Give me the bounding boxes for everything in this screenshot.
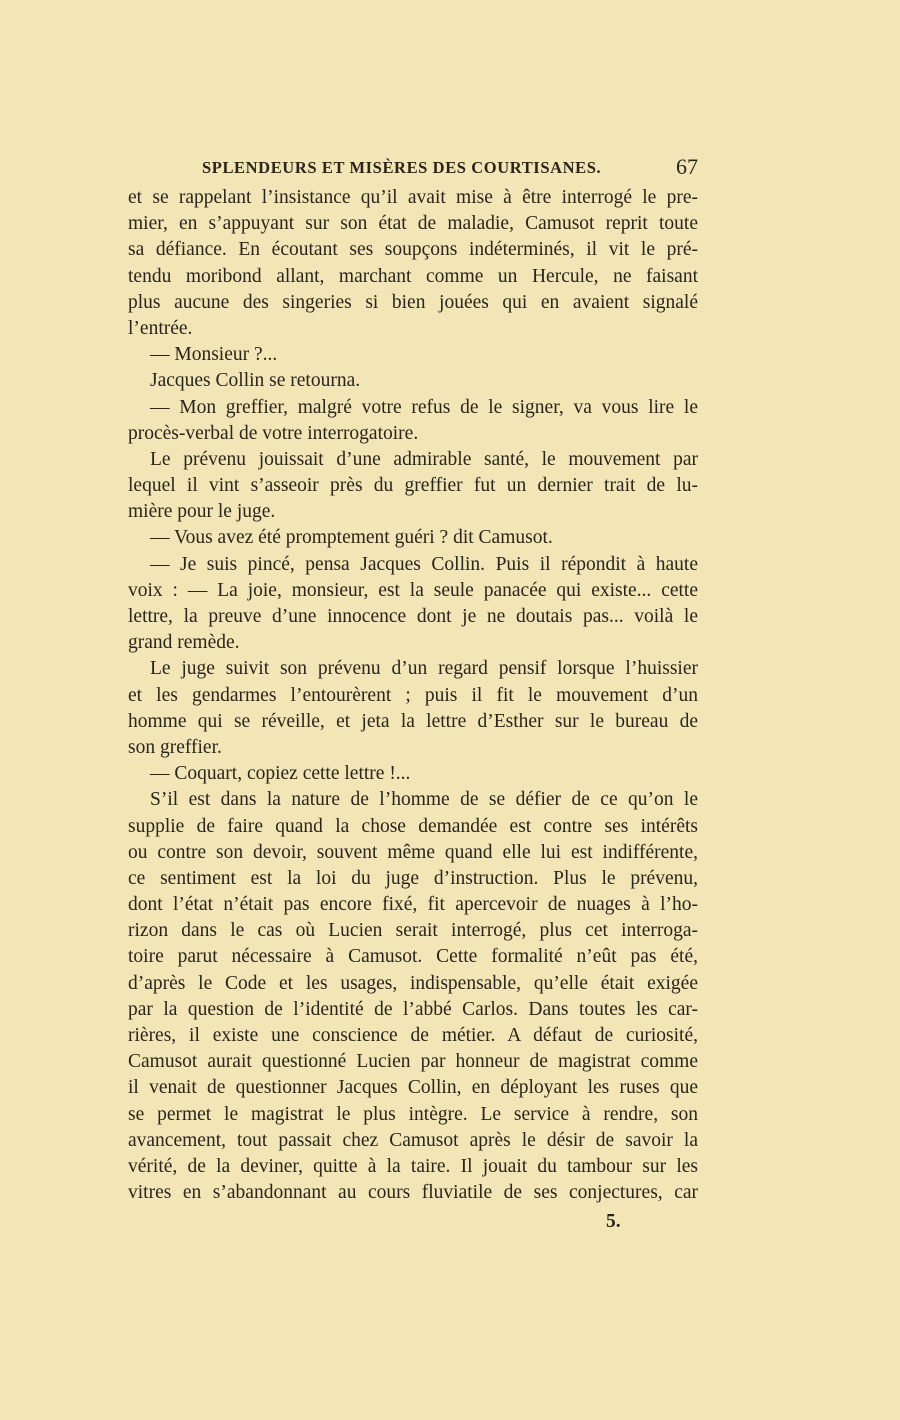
text-line: supplie de faire quand la chose demandée est contre ses intérêts (128, 815, 698, 837)
text-line: mier, en s’appuyant sur son état de maladie, Camusot reprit toute (128, 213, 698, 235)
text-line: dont l’état n’était pas encore fixé, fit apercevoir de nuages à l’ho- (128, 894, 698, 916)
text-line: — Je suis pincé, pensa Jacques Collin. Puis il répondit à haute (150, 553, 698, 575)
text-line: S’il est dans la nature de l’homme de se défier de ce qu’on le (150, 789, 698, 811)
text-line: plus aucune des singeries si bien jouées qui en avaient signalé (128, 291, 698, 313)
text-line: son greffier. (128, 736, 222, 758)
text-line: ce sentiment est la loi du juge d’instruction. Plus le prévenu, (128, 867, 698, 889)
text-line: et se rappelant l’insistance qu’il avait mise à être interrogé le pre- (128, 187, 698, 208)
running-title: SPLENDEURS ET MISÈRES DES COURTISANES. (202, 158, 602, 177)
text-line: vitres en s’abandonnant au cours fluviatile de ses conjectures, car (128, 1182, 698, 1204)
page-number: 67 (676, 154, 698, 179)
text-line: rizon dans le cas où Lucien serait interrogé, plus cet interroga- (128, 920, 698, 942)
text-line: sa défiance. En écoutant ses soupçons indéterminés, il vit le pré- (128, 239, 698, 261)
text-line: rières, il existe une conscience de métier. A défaut de curiosité, (128, 1025, 698, 1046)
text-line: il venait de questionner Jacques Collin, en déployant les ruses que (128, 1077, 698, 1099)
text-line: homme qui se réveille, et jeta la lettre d’Esther sur le bureau de (128, 710, 698, 732)
page-header (128, 154, 698, 180)
text-line: et les gendarmes l’entourèrent ; puis il fit le mouvement d’un (128, 684, 698, 706)
text-line: — Monsieur ?... (150, 344, 278, 366)
text-line: l’entrée. (128, 317, 193, 339)
text-line: Le juge suivit son prévenu d’un regard pensif lorsque l’huissier (150, 658, 698, 680)
text-line: vérité, de la deviner, quitte à la taire. Il jouait du tambour sur les (128, 1155, 698, 1177)
text-line: par la question de l’identité de l’abbé Carlos. Dans toutes les car- (128, 998, 698, 1020)
text-line: Le prévenu jouissait d’une admirable santé, le mouvement par (150, 448, 698, 470)
text-line: voix : — La joie, monsieur, est la seule panacée qui existe... cette (128, 579, 698, 601)
text-line: — Mon greffier, malgré votre refus de le signer, va vous lire le (150, 396, 698, 418)
text-line: se permet le magistrat le plus intègre. Le service à rendre, son (128, 1103, 698, 1125)
text-line: toire parut nécessaire à Camusot. Cette formalité n’eût pas été, (128, 946, 698, 968)
body-text (128, 185, 698, 1206)
text-line: Camusot aurait questionné Lucien par honneur de magistrat comme (128, 1051, 698, 1073)
text-line: grand remède. (128, 632, 240, 654)
signature-mark: 5. (606, 1211, 621, 1232)
text-line: lettre, la preuve d’une innocence dont je ne doutais pas... voilà le (128, 606, 698, 627)
text-line: lequel il vint s’asseoir près du greffier fut un dernier trait de lu- (128, 475, 698, 497)
text-line: procès-verbal de votre interrogatoire. (128, 422, 419, 444)
text-line: — Vous avez été promptement guéri ? dit Camusot. (150, 527, 553, 549)
text-line: avancement, tout passait chez Camusot après le désir de savoir la (128, 1129, 698, 1151)
text-line: ou contre son devoir, souvent même quand elle lui est indifférente, (128, 841, 698, 863)
text-line: tendu moribond allant, marchant comme un Hercule, ne faisant (128, 265, 698, 287)
text-line: d’après le Code et les usages, indispensable, qu’elle était exigée (128, 972, 698, 994)
text-line: — Coquart, copiez cette lettre !... (150, 763, 411, 785)
text-line: Jacques Collin se retourna. (150, 370, 361, 392)
text-line: mière pour le juge. (128, 501, 276, 523)
